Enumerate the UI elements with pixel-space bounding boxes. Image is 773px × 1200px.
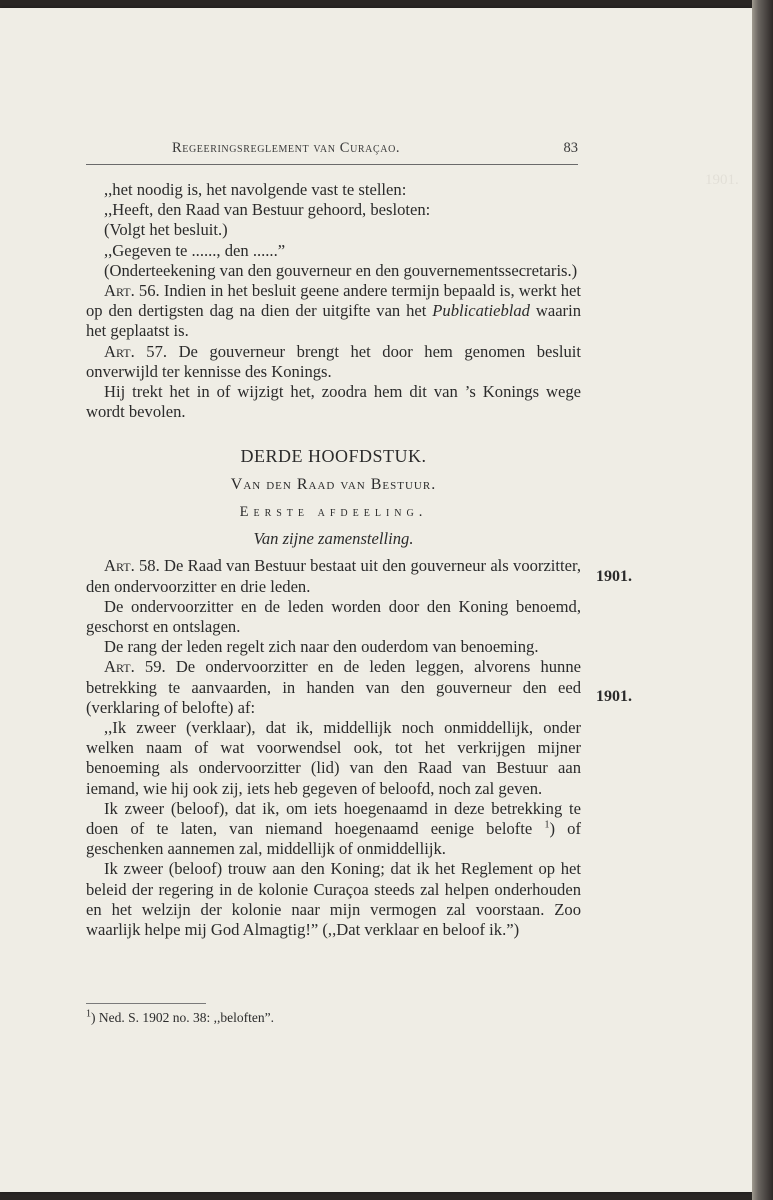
article-label: Art. 57. — [104, 341, 168, 361]
article-57 — [86, 342, 581, 382]
footnote-marker: 1 — [86, 1008, 91, 1020]
paragraph: De ondervoorzitter en de leden worden door den Koning benoemd, geschorst en ontslagen. — [86, 596, 581, 637]
paragraph: Hij trekt het in of wijzigt het, zoodra hem dit van ’s Konings wege wordt bevolen. — [86, 382, 581, 422]
article-text: De ondervoorzitter en de leden leggen, alvorens hunne betrekking te aanvaarden, in handen van den gouverneur den eed (verklaring of belofte) af: — [86, 657, 582, 717]
running-head — [86, 140, 578, 157]
article-59 — [86, 657, 581, 718]
paragraph-text: of geschenken aannemen zal, middellijk of onmiddellijk. — [86, 819, 581, 859]
paragraph: Ik zweer (beloof), dat ik, om iets hoegenaamd in deze betrekking te doen of te laten, van niemand hoegenaamd eenige belofte $^1$) of geschenken aannemen zal, middellijk of onmiddellijk. — [86, 798, 581, 859]
article-label: Art. 56. — [104, 281, 160, 301]
section-heading: Eerste afdeeling. — [239, 504, 428, 521]
article-label: Art. 59. — [104, 657, 166, 677]
article-text: De gouverneur brengt het door hem genomen besluit onverwijld ter kennisse des Konings. — [86, 341, 581, 381]
article-58 — [86, 556, 581, 596]
article-56 — [86, 281, 581, 342]
article-text: De Raad van Bestuur bestaat uit den gouverneur als voorzitter, den ondervoorzitter en drie leden. — [86, 556, 582, 596]
article-text: waarin het geplaatst is. — [86, 301, 581, 341]
footnote-rule — [86, 1003, 206, 1004]
bleed-through-mark: 1901. — [705, 172, 739, 188]
article-label: Art. 58. — [104, 556, 160, 576]
paragraph: ,,het noodig is, het navolgende vast te stellen: — [104, 180, 407, 199]
paragraph: ,,Gegeven te ......, den ......” — [104, 240, 286, 260]
chapter-subtitle: Van den Raad van Bestuur. — [230, 476, 437, 494]
paragraph-text: Ik zweer (beloof), dat ik, om iets hoegenaamd in deze betrekking te doen of te laten, van niemand hoegenaamd eenige belofte — [86, 798, 581, 839]
footnote-ref: 1 — [544, 819, 550, 831]
page-number: 83 — [563, 140, 578, 156]
section-title: Van zijne zamenstelling. — [253, 529, 414, 549]
chapter-title: DERDE HOOFDSTUK. — [240, 446, 427, 467]
page-edge — [752, 0, 773, 1200]
body-text — [86, 180, 581, 940]
paragraph: ,,Heeft, den Raad van Bestuur gehoord, besloten: — [104, 200, 431, 220]
paragraph: (Onderteekening van den gouverneur en den gouvernementssecretaris.) — [104, 260, 578, 280]
footnote: $^1$) Ned. S. 1902 no. 38: ,,beloften”. — [86, 1008, 274, 1025]
paragraph: (Volgt het besluit.) — [104, 220, 228, 240]
italic-term: Publicatieblad — [432, 301, 530, 321]
article-text: Indien in het besluit geene andere termijn bepaald is, werkt het op den dertigsten dag na dien der uitgifte van het — [86, 281, 581, 321]
paragraph: De rang der leden regelt zich naar den ouderdom van benoeming. — [104, 637, 539, 657]
margin-note-1901: 1901. — [596, 568, 632, 585]
footnote-text: Ned. S. 1902 no. 38: ,,beloften”. — [98, 1010, 274, 1025]
paragraph: Ik zweer (beloof) trouw aan den Koning; dat ik het Reglement op het beleid der regering in de kolonie Curaçoa steeds zal helpen onderhouden en het welzijn der kolonie naar mijn vermogen zal voorstaan. Zoo waarlijk helpe mij God Almagtig!” (,,Dat verklaar en beloof ik.”) — [86, 859, 581, 940]
running-head-title: Regeeringsreglement van Curaçao. — [172, 140, 401, 156]
paragraph: ,,Ik zweer (verklaar), dat ik, middellijk noch onmiddellijk, onder welken naam of wat voorwendsel ook, tot het verkrijgen mijner benoeming als ondervoorzitter (lid) van den Raad van Bestuur aan iemand, wie hij ook zij, iets heb gegeven of beloofd, noch zal geven. — [86, 718, 581, 798]
margin-note-1901: 1901. — [596, 688, 632, 705]
header-rule — [86, 164, 578, 165]
